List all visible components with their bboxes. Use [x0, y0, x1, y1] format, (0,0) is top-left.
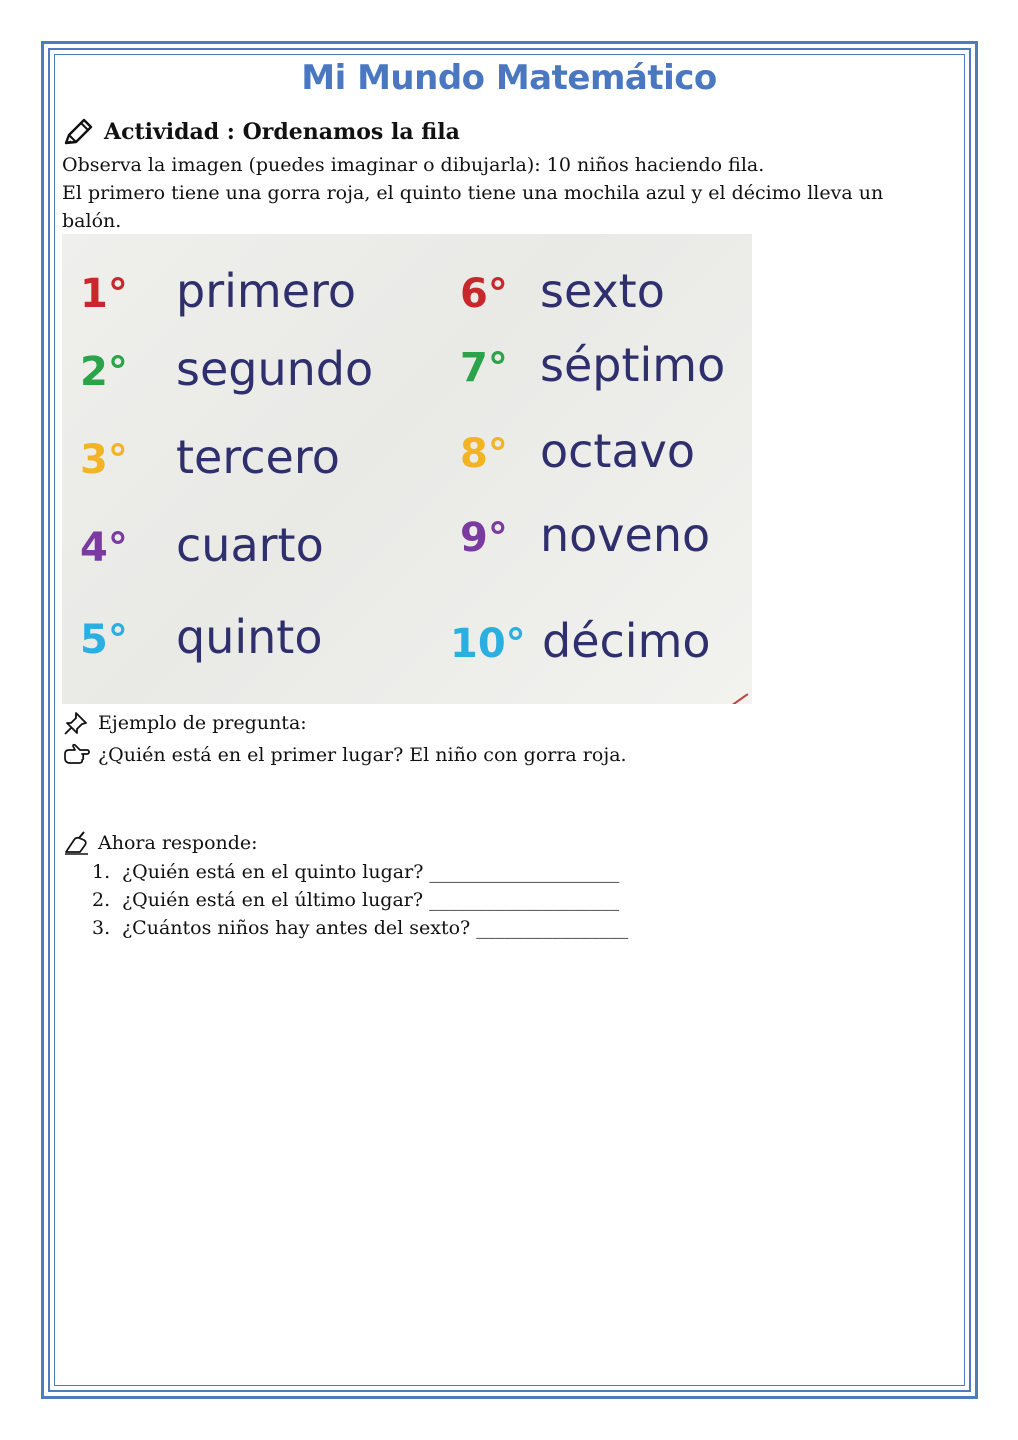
ordinal-item — [450, 614, 711, 668]
pushpin-icon — [62, 710, 90, 736]
example-question-line — [62, 742, 627, 768]
ordinal-numbers-image — [62, 234, 752, 704]
ordinal-word: séptimo — [540, 338, 726, 392]
ordinal-word: cuarto — [176, 518, 324, 572]
ordinal-number: 1° — [80, 271, 128, 317]
example-label: Ejemplo de pregunta: — [98, 712, 307, 734]
intro-paragraph-2: El primero tiene una gorra roja, el quinto tiene una mochila azul y el décimo lleva un balón. — [62, 182, 884, 232]
ordinal-item — [80, 264, 356, 318]
activity-heading — [62, 117, 460, 147]
intro-paragraph-1: Observa la imagen (puedes imaginar o dibujarla): 10 niños haciendo fila. — [62, 154, 765, 176]
writing-hand-icon — [62, 830, 90, 856]
list-item — [92, 858, 628, 886]
ordinal-word: segundo — [176, 342, 374, 396]
answer-label: Ahora responde: — [98, 832, 258, 854]
ordinal-item — [80, 430, 340, 484]
ordinal-item — [460, 508, 710, 562]
ordinal-number: 3° — [80, 437, 128, 483]
ordinal-word: noveno — [540, 508, 711, 562]
question-list — [92, 858, 628, 942]
ordinal-number: 5° — [80, 617, 128, 663]
example-question: ¿Quién está en el primer lugar? El niño con gorra roja. — [98, 744, 627, 766]
question-text: ¿Quién está en el quinto lugar? ____________________ — [122, 861, 620, 883]
ordinal-number: 10° — [450, 621, 526, 667]
ordinal-number: 7° — [460, 345, 508, 391]
activity-heading-text: Actividad : Ordenamos la fila — [104, 119, 460, 145]
ordinal-number: 8° — [460, 431, 508, 477]
ordinal-item — [80, 610, 322, 664]
pointing-hand-icon — [62, 742, 90, 768]
ordinal-number: 4° — [80, 525, 128, 571]
ordinal-number: 9° — [460, 515, 508, 561]
page-title: Mi Mundo Matemático — [301, 58, 717, 98]
question-number: 2. — [92, 889, 111, 911]
ordinal-word: octavo — [540, 424, 696, 478]
ordinal-word: quinto — [176, 610, 323, 664]
ordinal-number: 6° — [460, 271, 508, 317]
pencil-icon — [62, 117, 94, 147]
ordinal-item — [460, 424, 695, 478]
answer-label-line — [62, 830, 258, 856]
example-label-line — [62, 710, 307, 736]
red-mark — [728, 693, 749, 704]
list-item — [92, 914, 628, 942]
ordinal-word: primero — [176, 264, 357, 318]
list-item — [92, 886, 628, 914]
ordinal-word: décimo — [542, 614, 711, 668]
ordinal-item — [80, 518, 324, 572]
question-text: ¿Quién está en el último lugar? ____________________ — [122, 889, 620, 911]
ordinal-item — [460, 264, 665, 318]
question-number: 3. — [92, 917, 111, 939]
ordinal-word: sexto — [540, 264, 665, 318]
ordinal-item — [460, 338, 725, 392]
ordinal-number: 2° — [80, 349, 128, 395]
question-number: 1. — [92, 861, 111, 883]
ordinal-word: tercero — [176, 430, 340, 484]
question-text: ¿Cuántos niños hay antes del sexto? ________________ — [122, 917, 629, 939]
ordinal-item — [80, 342, 373, 396]
